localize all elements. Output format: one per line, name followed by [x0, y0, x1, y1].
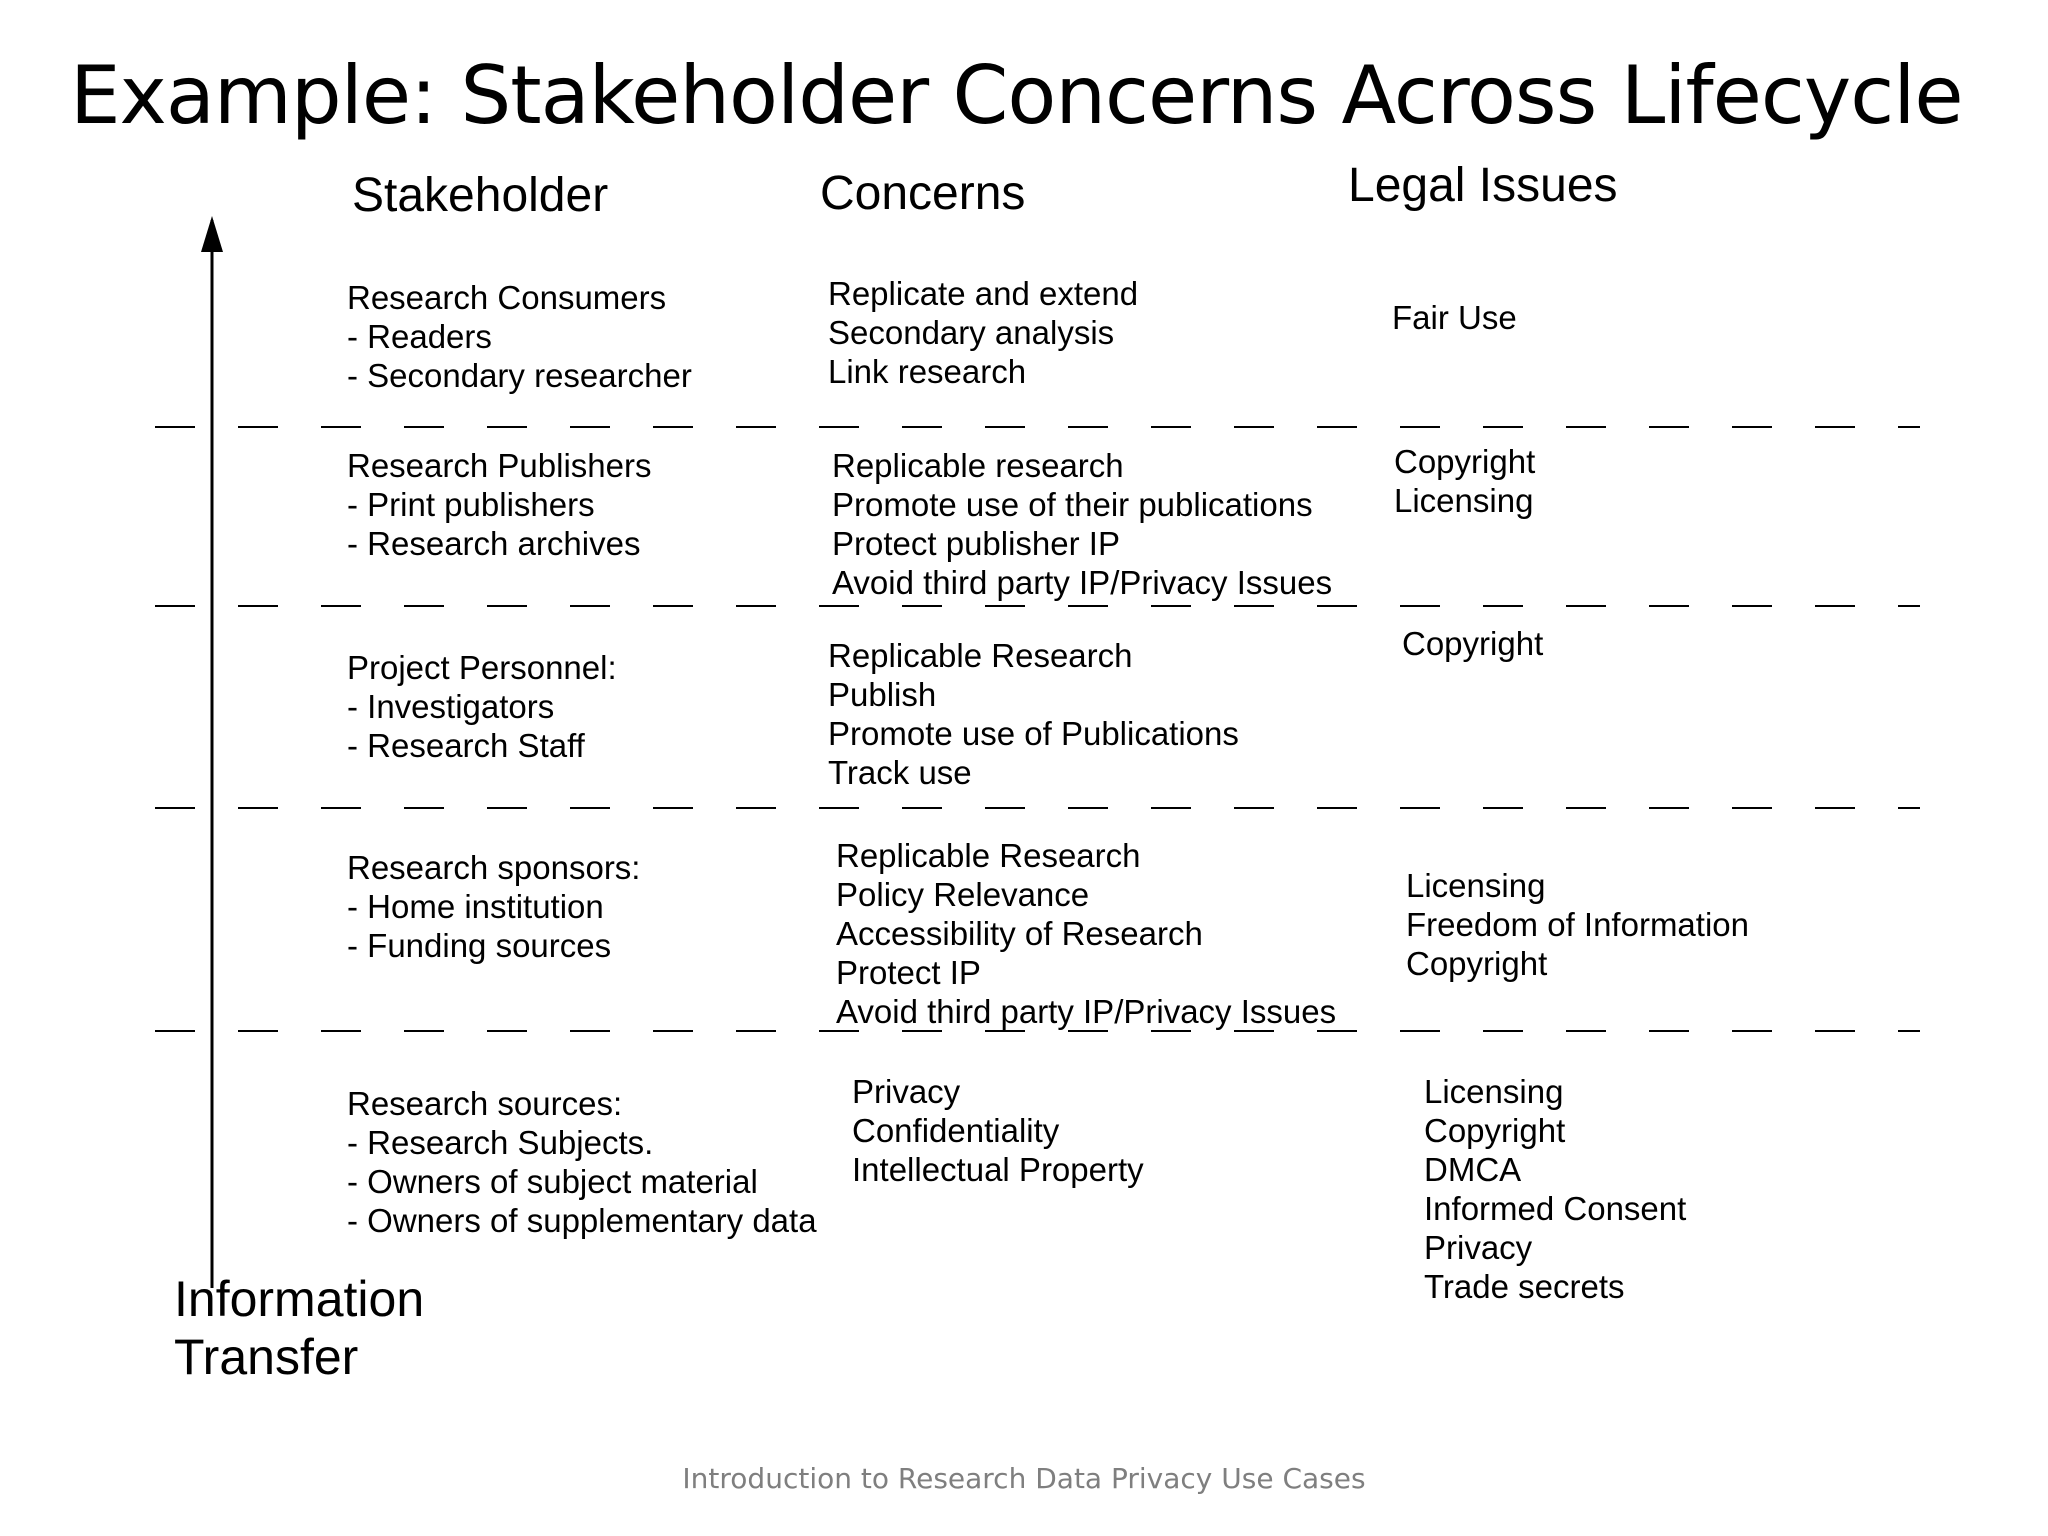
stakeholder-line: - Research Staff	[347, 727, 585, 764]
stakeholder-line: Project Personnel:	[347, 649, 617, 686]
legal-line: Copyright	[1406, 945, 1548, 982]
concern-line: Avoid third party IP/Privacy Issues	[836, 993, 1337, 1030]
row-5-legal	[1424, 1072, 1686, 1306]
concern-line: Secondary analysis	[828, 314, 1115, 351]
stakeholder-line: Research Consumers	[347, 279, 667, 316]
stakeholder-line: - Readers	[347, 318, 492, 355]
row-5-concerns	[852, 1072, 1144, 1189]
legal-line: Copyright	[1402, 625, 1544, 662]
row-3-stakeholder	[347, 648, 617, 765]
row-1-legal	[1392, 298, 1517, 337]
legal-line: Licensing	[1424, 1073, 1564, 1110]
legal-line: Privacy	[1424, 1229, 1533, 1266]
axis-label-line-1: Information	[174, 1271, 425, 1327]
stakeholder-line: - Owners of subject material	[347, 1163, 758, 1200]
concern-line: Track use	[828, 754, 972, 791]
stakeholder-line: - Print publishers	[347, 486, 595, 523]
stakeholder-line: - Home institution	[347, 888, 604, 925]
concern-line: Accessibility of Research	[836, 915, 1203, 952]
row-3-concerns	[828, 636, 1239, 792]
legal-line: Fair Use	[1392, 299, 1517, 336]
legal-line: Freedom of Information	[1406, 906, 1749, 943]
concern-line: Replicate and extend	[828, 275, 1139, 312]
concern-line: Replicable research	[832, 447, 1124, 484]
legal-line: Copyright	[1424, 1112, 1566, 1149]
stakeholder-line: - Owners of supplementary data	[347, 1202, 817, 1239]
stakeholder-line: Research sources:	[347, 1085, 623, 1122]
concern-line: Avoid third party IP/Privacy Issues	[832, 564, 1333, 601]
row-4-concerns	[836, 836, 1336, 1031]
stakeholder-line: - Research archives	[347, 525, 641, 562]
axis-label-line-2: Transfer	[174, 1329, 359, 1385]
concern-line: Intellectual Property	[852, 1151, 1144, 1188]
row-2-concerns	[832, 446, 1332, 602]
concern-line: Replicable Research	[828, 637, 1133, 674]
slide-footer: Introduction to Research Data Privacy Use Cases	[682, 1462, 1366, 1495]
concern-line: Promote use of their publications	[832, 486, 1313, 523]
legal-line: Copyright	[1394, 443, 1536, 480]
concern-line: Protect IP	[836, 954, 981, 991]
legal-line: Licensing	[1394, 482, 1534, 519]
row-1-concerns	[828, 274, 1138, 391]
stakeholder-line: Research Publishers	[347, 447, 652, 484]
row-2-stakeholder	[347, 446, 651, 563]
legal-line: Trade secrets	[1424, 1268, 1625, 1305]
row-2-legal	[1394, 442, 1535, 520]
header-concerns: Concerns	[820, 167, 1026, 220]
legal-line: Informed Consent	[1424, 1190, 1687, 1227]
stakeholder-line: - Investigators	[347, 688, 555, 725]
concern-line: Privacy	[852, 1073, 961, 1110]
axis-label-information-transfer	[174, 1270, 424, 1386]
concern-line: Link research	[828, 353, 1027, 390]
row-5-stakeholder	[347, 1084, 817, 1240]
stakeholder-line: - Research Subjects.	[347, 1124, 654, 1161]
header-legal-issues: Legal Issues	[1348, 159, 1618, 212]
concern-line: Policy Relevance	[836, 876, 1090, 913]
stakeholder-line: - Secondary researcher	[347, 357, 692, 394]
row-1-stakeholder	[347, 278, 692, 395]
row-4-stakeholder	[347, 848, 640, 965]
slide-title: Example: Stakeholder Concerns Across Lifecycle	[70, 49, 1963, 142]
legal-line: DMCA	[1424, 1151, 1522, 1188]
header-stakeholder: Stakeholder	[352, 169, 609, 222]
concern-line: Confidentiality	[852, 1112, 1060, 1149]
concern-line: Replicable Research	[836, 837, 1141, 874]
row-4-legal	[1406, 866, 1749, 983]
arrow-head-icon	[201, 216, 223, 252]
row-3-legal	[1402, 624, 1543, 663]
legal-line: Licensing	[1406, 867, 1546, 904]
stakeholder-line: - Funding sources	[347, 927, 612, 964]
concern-line: Promote use of Publications	[828, 715, 1239, 752]
stakeholder-line: Research sponsors:	[347, 849, 641, 886]
concern-line: Publish	[828, 676, 937, 713]
concern-line: Protect publisher IP	[832, 525, 1120, 562]
